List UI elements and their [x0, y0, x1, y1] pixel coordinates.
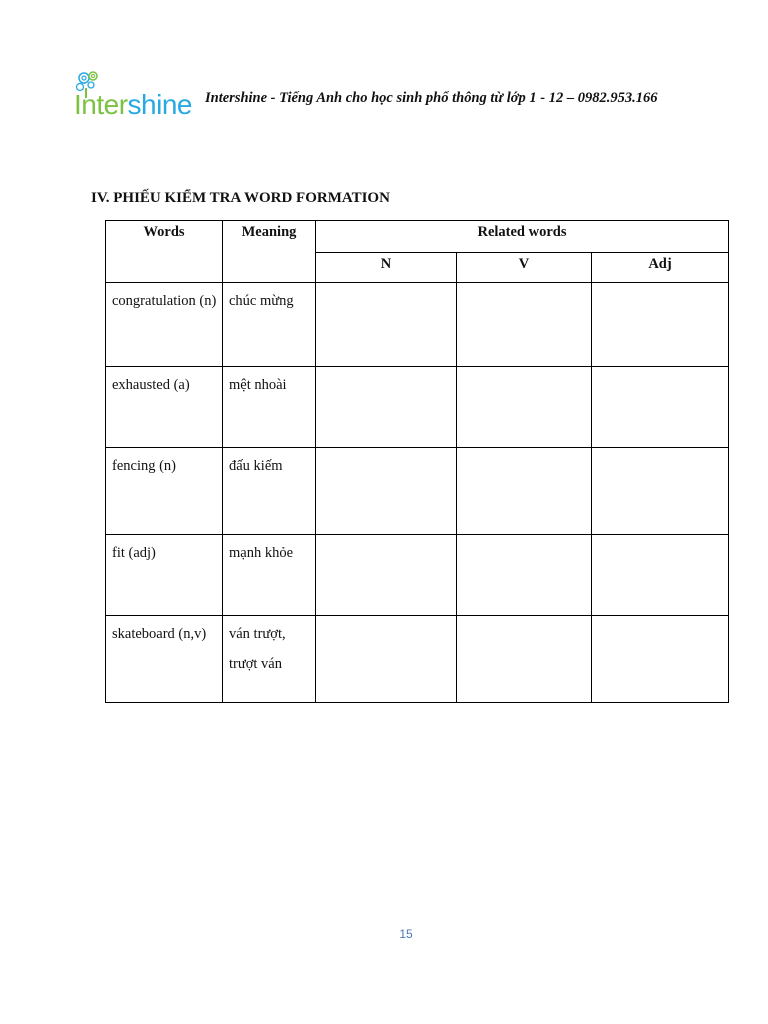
header-n: N: [316, 253, 457, 283]
adj-answer-cell[interactable]: [592, 535, 729, 616]
word-cell: exhausted (a): [106, 367, 223, 448]
logo-wordmark: [74, 88, 192, 122]
word-cell: fit (adj): [106, 535, 223, 616]
section-title: IV. PHIẾU KIỂM TRA WORD FORMATION: [91, 190, 390, 206]
meaning-cell: mệt nhoài: [223, 367, 316, 448]
header-tagline: Intershine - Tiếng Anh cho học sinh phổ thông từ lớp 1 - 12 – 0982.953.166: [205, 90, 658, 106]
table-row: [106, 283, 729, 367]
header-v: V: [457, 253, 592, 283]
intershine-logo: [72, 70, 194, 124]
word-cell: congratulation (n): [106, 283, 223, 367]
noun-answer-cell[interactable]: [316, 616, 457, 703]
page-number: 15: [399, 927, 413, 941]
logo-text-shine: shine: [127, 89, 192, 120]
header-related-words: Related words: [316, 221, 729, 253]
noun-answer-cell[interactable]: [316, 367, 457, 448]
word-cell: fencing (n): [106, 448, 223, 535]
word-cell: skateboard (n,v): [106, 616, 223, 703]
adj-answer-cell[interactable]: [592, 616, 729, 703]
verb-answer-cell[interactable]: [457, 448, 592, 535]
verb-answer-cell[interactable]: [457, 283, 592, 367]
adj-answer-cell[interactable]: [592, 367, 729, 448]
header-adj: Adj: [592, 253, 729, 283]
noun-answer-cell[interactable]: [316, 448, 457, 535]
noun-answer-cell[interactable]: [316, 535, 457, 616]
meaning-cell: đấu kiếm: [223, 448, 316, 535]
table-row: [106, 448, 729, 535]
noun-answer-cell[interactable]: [316, 283, 457, 367]
verb-answer-cell[interactable]: [457, 616, 592, 703]
meaning-cell: ván trượt, trượt ván: [223, 616, 316, 703]
adj-answer-cell[interactable]: [592, 448, 729, 535]
verb-answer-cell[interactable]: [457, 535, 592, 616]
meaning-cell: chúc mừng: [223, 283, 316, 367]
table-row: [106, 616, 729, 703]
logo-text-inter: Inter: [74, 89, 128, 120]
word-formation-table: [105, 220, 729, 703]
meaning-cell: mạnh khỏe: [223, 535, 316, 616]
table-row: [106, 367, 729, 448]
adj-answer-cell[interactable]: [592, 283, 729, 367]
verb-answer-cell[interactable]: [457, 367, 592, 448]
table-row: [106, 535, 729, 616]
header-meaning: Meaning: [223, 221, 316, 283]
header-words: Words: [106, 221, 223, 283]
